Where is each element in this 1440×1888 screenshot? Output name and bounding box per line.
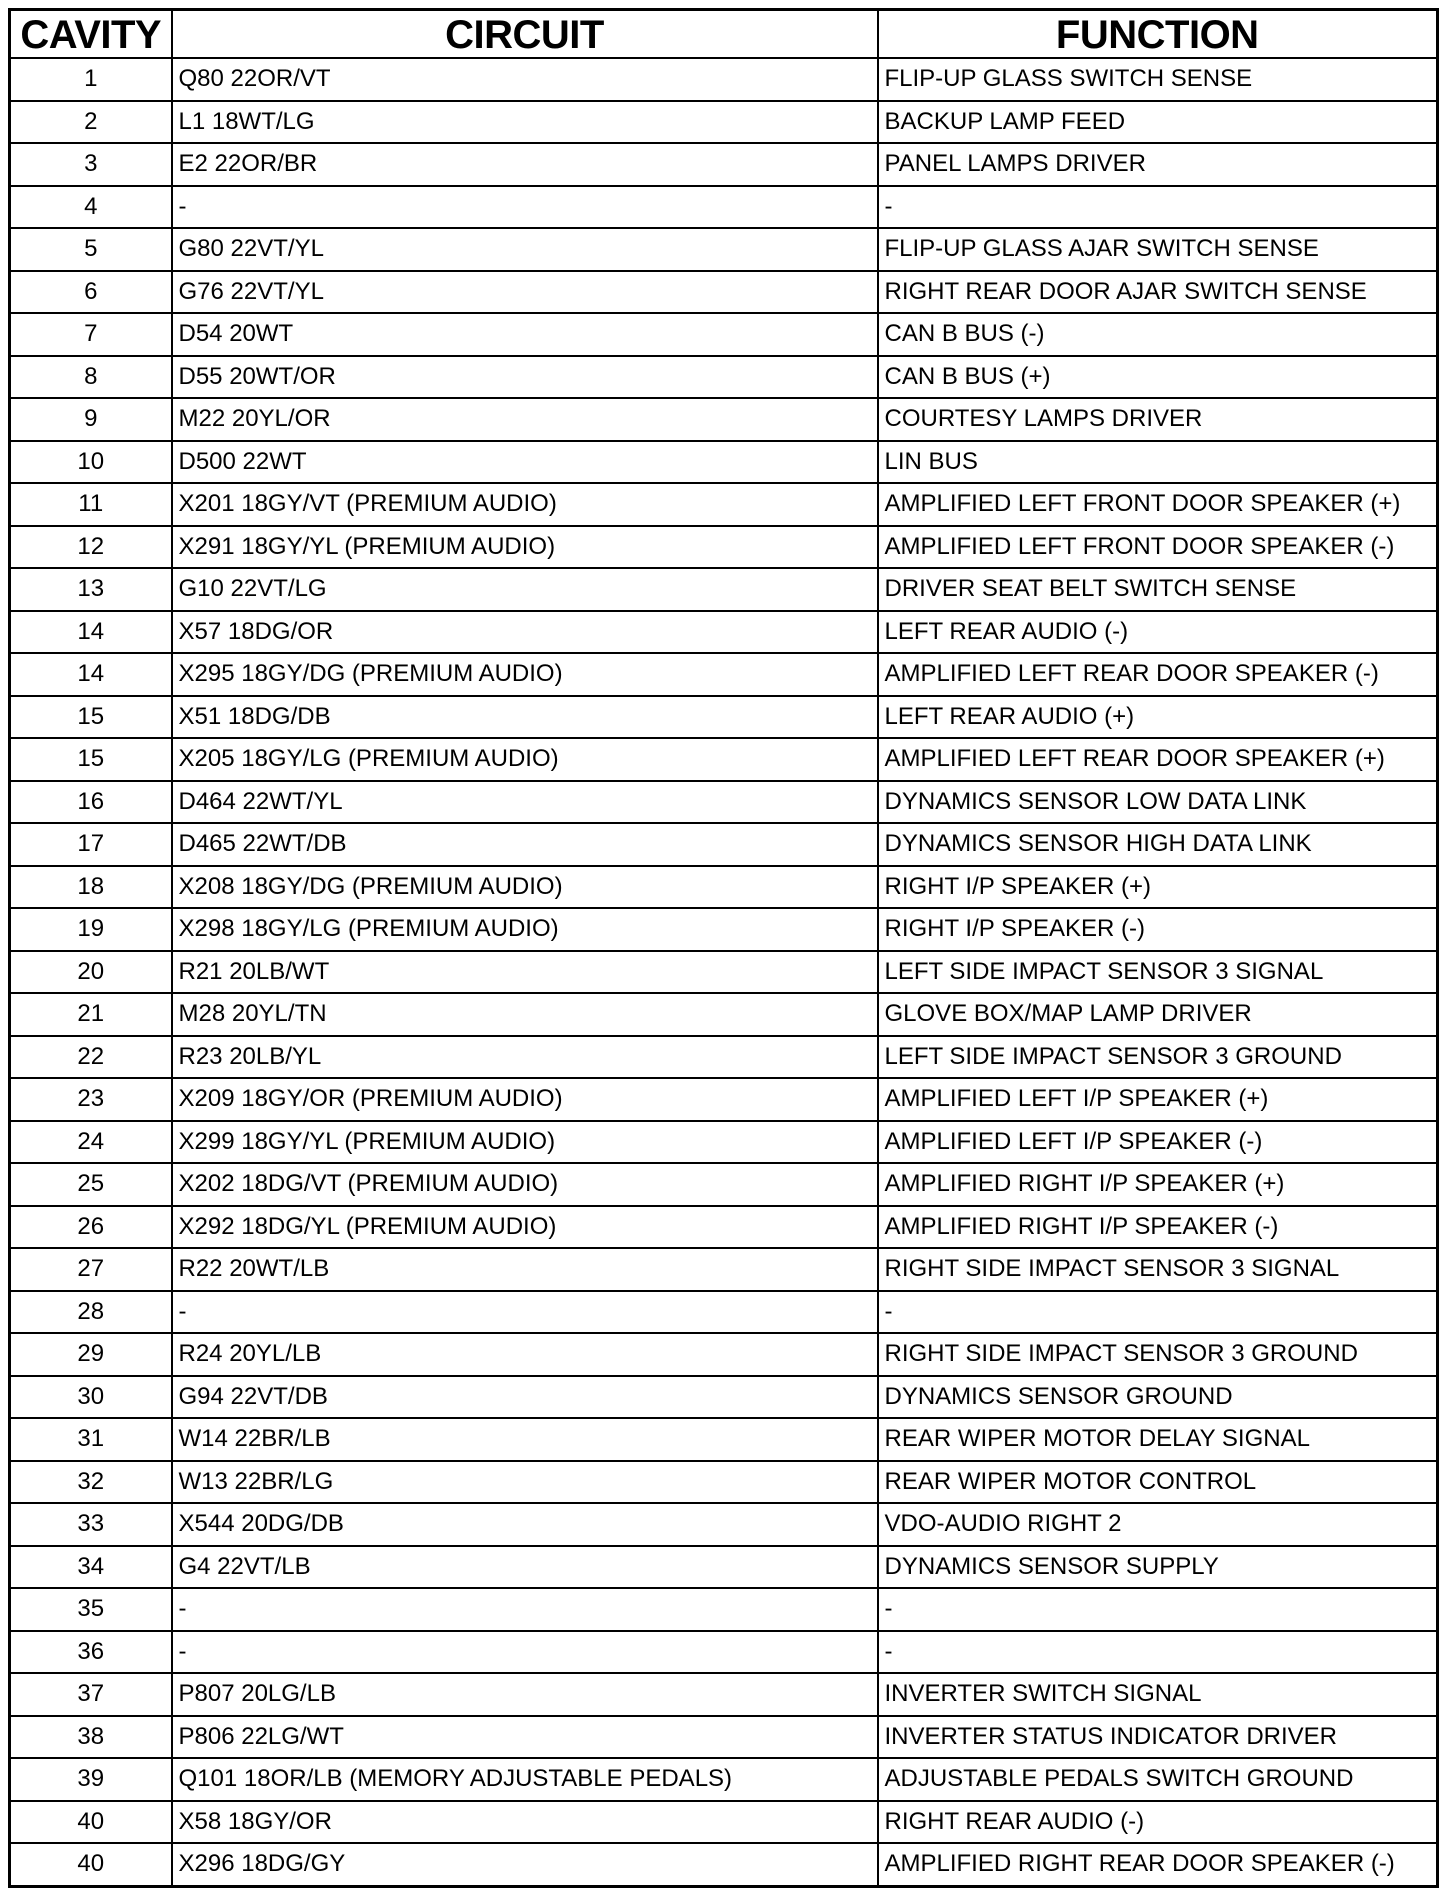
function-cell: FLIP-UP GLASS SWITCH SENSE bbox=[878, 58, 1438, 101]
circuit-cell: X201 18GY/VT (PREMIUM AUDIO) bbox=[172, 483, 878, 526]
function-cell: LEFT SIDE IMPACT SENSOR 3 SIGNAL bbox=[878, 951, 1438, 994]
table-row bbox=[10, 1673, 1438, 1716]
circuit-cell: X299 18GY/YL (PREMIUM AUDIO) bbox=[172, 1121, 878, 1164]
cavity-cell: 39 bbox=[10, 1758, 172, 1801]
circuit-cell: X298 18GY/LG (PREMIUM AUDIO) bbox=[172, 908, 878, 951]
function-cell: AMPLIFIED LEFT FRONT DOOR SPEAKER (-) bbox=[878, 526, 1438, 569]
circuit-cell: G76 22VT/YL bbox=[172, 271, 878, 314]
circuit-cell: D55 20WT/OR bbox=[172, 356, 878, 399]
function-cell: AMPLIFIED LEFT I/P SPEAKER (-) bbox=[878, 1121, 1438, 1164]
cavity-cell: 37 bbox=[10, 1673, 172, 1716]
table-row bbox=[10, 1036, 1438, 1079]
table-header bbox=[10, 10, 1438, 59]
circuit-cell: D500 22WT bbox=[172, 441, 878, 484]
table-row bbox=[10, 1631, 1438, 1674]
table-row bbox=[10, 398, 1438, 441]
cavity-cell: 8 bbox=[10, 356, 172, 399]
table-row bbox=[10, 1588, 1438, 1631]
cavity-cell: 9 bbox=[10, 398, 172, 441]
cavity-cell: 15 bbox=[10, 696, 172, 739]
table-row bbox=[10, 186, 1438, 229]
table-row bbox=[10, 526, 1438, 569]
circuit-cell: D464 22WT/YL bbox=[172, 781, 878, 824]
function-cell: RIGHT REAR AUDIO (-) bbox=[878, 1801, 1438, 1844]
cavity-cell: 26 bbox=[10, 1206, 172, 1249]
circuit-cell: X291 18GY/YL (PREMIUM AUDIO) bbox=[172, 526, 878, 569]
circuit-cell: D54 20WT bbox=[172, 313, 878, 356]
table-row bbox=[10, 1418, 1438, 1461]
circuit-cell: X292 18DG/YL (PREMIUM AUDIO) bbox=[172, 1206, 878, 1249]
function-cell: ADJUSTABLE PEDALS SWITCH GROUND bbox=[878, 1758, 1438, 1801]
table-row bbox=[10, 1758, 1438, 1801]
circuit-cell: E2 22OR/BR bbox=[172, 143, 878, 186]
circuit-cell: Q80 22OR/VT bbox=[172, 58, 878, 101]
table-row bbox=[10, 1716, 1438, 1759]
circuit-cell: X295 18GY/DG (PREMIUM AUDIO) bbox=[172, 653, 878, 696]
cavity-cell: 7 bbox=[10, 313, 172, 356]
function-cell: CAN B BUS (-) bbox=[878, 313, 1438, 356]
cavity-cell: 24 bbox=[10, 1121, 172, 1164]
function-cell: RIGHT I/P SPEAKER (-) bbox=[878, 908, 1438, 951]
cavity-cell: 25 bbox=[10, 1163, 172, 1206]
circuit-cell: P807 20LG/LB bbox=[172, 1673, 878, 1716]
cavity-cell: 34 bbox=[10, 1546, 172, 1589]
circuit-cell: - bbox=[172, 1631, 878, 1674]
table-row bbox=[10, 1503, 1438, 1546]
cavity-cell: 16 bbox=[10, 781, 172, 824]
function-cell: AMPLIFIED RIGHT REAR DOOR SPEAKER (-) bbox=[878, 1843, 1438, 1886]
function-cell: LEFT SIDE IMPACT SENSOR 3 GROUND bbox=[878, 1036, 1438, 1079]
cavity-cell: 15 bbox=[10, 738, 172, 781]
circuit-cell: Q101 18OR/LB (MEMORY ADJUSTABLE PEDALS) bbox=[172, 1758, 878, 1801]
table-row bbox=[10, 908, 1438, 951]
cavity-cell: 3 bbox=[10, 143, 172, 186]
function-cell: GLOVE BOX/MAP LAMP DRIVER bbox=[878, 993, 1438, 1036]
cavity-cell: 21 bbox=[10, 993, 172, 1036]
table-row bbox=[10, 1291, 1438, 1334]
table-row bbox=[10, 781, 1438, 824]
table-row bbox=[10, 101, 1438, 144]
cavity-cell: 27 bbox=[10, 1248, 172, 1291]
cavity-cell: 36 bbox=[10, 1631, 172, 1674]
circuit-cell: X209 18GY/OR (PREMIUM AUDIO) bbox=[172, 1078, 878, 1121]
function-cell: - bbox=[878, 1291, 1438, 1334]
table-row bbox=[10, 1121, 1438, 1164]
cavity-cell: 19 bbox=[10, 908, 172, 951]
function-cell: - bbox=[878, 1588, 1438, 1631]
function-cell: AMPLIFIED LEFT REAR DOOR SPEAKER (-) bbox=[878, 653, 1438, 696]
cavity-cell: 30 bbox=[10, 1376, 172, 1419]
function-cell: DYNAMICS SENSOR GROUND bbox=[878, 1376, 1438, 1419]
cavity-cell: 1 bbox=[10, 58, 172, 101]
cavity-cell: 17 bbox=[10, 823, 172, 866]
cavity-cell: 32 bbox=[10, 1461, 172, 1504]
cavity-cell: 38 bbox=[10, 1716, 172, 1759]
circuit-column-header: CIRCUIT bbox=[172, 10, 878, 59]
table-row bbox=[10, 1546, 1438, 1589]
table-row bbox=[10, 993, 1438, 1036]
table-row bbox=[10, 1461, 1438, 1504]
function-cell: VDO-AUDIO RIGHT 2 bbox=[878, 1503, 1438, 1546]
cavity-cell: 28 bbox=[10, 1291, 172, 1334]
table-row bbox=[10, 1376, 1438, 1419]
table-row bbox=[10, 696, 1438, 739]
circuit-cell: M28 20YL/TN bbox=[172, 993, 878, 1036]
table-row bbox=[10, 1248, 1438, 1291]
function-cell: AMPLIFIED RIGHT I/P SPEAKER (+) bbox=[878, 1163, 1438, 1206]
function-cell: PANEL LAMPS DRIVER bbox=[878, 143, 1438, 186]
function-cell: LIN BUS bbox=[878, 441, 1438, 484]
function-cell: BACKUP LAMP FEED bbox=[878, 101, 1438, 144]
cavity-cell: 13 bbox=[10, 568, 172, 611]
circuit-cell: W14 22BR/LB bbox=[172, 1418, 878, 1461]
connector-pinout-table bbox=[8, 8, 1439, 1888]
function-column-header: FUNCTION bbox=[878, 10, 1438, 59]
table-row bbox=[10, 271, 1438, 314]
circuit-cell: R23 20LB/YL bbox=[172, 1036, 878, 1079]
table-row bbox=[10, 356, 1438, 399]
table-row bbox=[10, 1163, 1438, 1206]
function-cell: REAR WIPER MOTOR DELAY SIGNAL bbox=[878, 1418, 1438, 1461]
function-cell: INVERTER SWITCH SIGNAL bbox=[878, 1673, 1438, 1716]
circuit-cell: G10 22VT/LG bbox=[172, 568, 878, 611]
cavity-cell: 20 bbox=[10, 951, 172, 994]
function-cell: RIGHT SIDE IMPACT SENSOR 3 GROUND bbox=[878, 1333, 1438, 1376]
table-row bbox=[10, 228, 1438, 271]
function-cell: AMPLIFIED LEFT I/P SPEAKER (+) bbox=[878, 1078, 1438, 1121]
function-cell: RIGHT SIDE IMPACT SENSOR 3 SIGNAL bbox=[878, 1248, 1438, 1291]
function-cell: LEFT REAR AUDIO (+) bbox=[878, 696, 1438, 739]
circuit-cell: R21 20LB/WT bbox=[172, 951, 878, 994]
function-cell: FLIP-UP GLASS AJAR SWITCH SENSE bbox=[878, 228, 1438, 271]
circuit-cell: G4 22VT/LB bbox=[172, 1546, 878, 1589]
table-row bbox=[10, 441, 1438, 484]
circuit-cell: X51 18DG/DB bbox=[172, 696, 878, 739]
circuit-cell: - bbox=[172, 186, 878, 229]
cavity-cell: 40 bbox=[10, 1843, 172, 1886]
cavity-cell: 31 bbox=[10, 1418, 172, 1461]
function-cell: RIGHT I/P SPEAKER (+) bbox=[878, 866, 1438, 909]
cavity-cell: 14 bbox=[10, 653, 172, 696]
circuit-cell: R24 20YL/LB bbox=[172, 1333, 878, 1376]
cavity-cell: 35 bbox=[10, 1588, 172, 1631]
connector-pinout-table-container bbox=[8, 8, 1436, 1888]
circuit-cell: - bbox=[172, 1588, 878, 1631]
table-row bbox=[10, 58, 1438, 101]
table-row bbox=[10, 738, 1438, 781]
function-cell: RIGHT REAR DOOR AJAR SWITCH SENSE bbox=[878, 271, 1438, 314]
function-cell: - bbox=[878, 186, 1438, 229]
circuit-cell: L1 18WT/LG bbox=[172, 101, 878, 144]
function-cell: LEFT REAR AUDIO (-) bbox=[878, 611, 1438, 654]
cavity-cell: 12 bbox=[10, 526, 172, 569]
table-row bbox=[10, 653, 1438, 696]
table-row bbox=[10, 866, 1438, 909]
table-row bbox=[10, 568, 1438, 611]
circuit-cell: M22 20YL/OR bbox=[172, 398, 878, 441]
cavity-cell: 11 bbox=[10, 483, 172, 526]
function-cell: DYNAMICS SENSOR SUPPLY bbox=[878, 1546, 1438, 1589]
circuit-cell: X202 18DG/VT (PREMIUM AUDIO) bbox=[172, 1163, 878, 1206]
circuit-cell: - bbox=[172, 1291, 878, 1334]
table-row bbox=[10, 1333, 1438, 1376]
cavity-cell: 4 bbox=[10, 186, 172, 229]
function-cell: CAN B BUS (+) bbox=[878, 356, 1438, 399]
circuit-cell: X205 18GY/LG (PREMIUM AUDIO) bbox=[172, 738, 878, 781]
cavity-cell: 23 bbox=[10, 1078, 172, 1121]
table-row bbox=[10, 823, 1438, 866]
cavity-cell: 10 bbox=[10, 441, 172, 484]
cavity-cell: 22 bbox=[10, 1036, 172, 1079]
cavity-cell: 40 bbox=[10, 1801, 172, 1844]
header-row bbox=[10, 10, 1438, 59]
function-cell: REAR WIPER MOTOR CONTROL bbox=[878, 1461, 1438, 1504]
circuit-cell: X208 18GY/DG (PREMIUM AUDIO) bbox=[172, 866, 878, 909]
function-cell: - bbox=[878, 1631, 1438, 1674]
table-row bbox=[10, 951, 1438, 994]
table-row bbox=[10, 483, 1438, 526]
table-row bbox=[10, 143, 1438, 186]
function-cell: DYNAMICS SENSOR LOW DATA LINK bbox=[878, 781, 1438, 824]
circuit-cell: X544 20DG/DB bbox=[172, 1503, 878, 1546]
function-cell: AMPLIFIED LEFT REAR DOOR SPEAKER (+) bbox=[878, 738, 1438, 781]
cavity-column-header: CAVITY bbox=[10, 10, 172, 59]
circuit-cell: X296 18DG/GY bbox=[172, 1843, 878, 1886]
circuit-cell: G94 22VT/DB bbox=[172, 1376, 878, 1419]
table-row bbox=[10, 1206, 1438, 1249]
cavity-cell: 14 bbox=[10, 611, 172, 654]
circuit-cell: D465 22WT/DB bbox=[172, 823, 878, 866]
table-body bbox=[10, 58, 1438, 1886]
function-cell: DRIVER SEAT BELT SWITCH SENSE bbox=[878, 568, 1438, 611]
circuit-cell: X57 18DG/OR bbox=[172, 611, 878, 654]
table-row bbox=[10, 611, 1438, 654]
circuit-cell: G80 22VT/YL bbox=[172, 228, 878, 271]
circuit-cell: R22 20WT/LB bbox=[172, 1248, 878, 1291]
cavity-cell: 2 bbox=[10, 101, 172, 144]
function-cell: AMPLIFIED LEFT FRONT DOOR SPEAKER (+) bbox=[878, 483, 1438, 526]
cavity-cell: 5 bbox=[10, 228, 172, 271]
cavity-cell: 33 bbox=[10, 1503, 172, 1546]
function-cell: COURTESY LAMPS DRIVER bbox=[878, 398, 1438, 441]
cavity-cell: 18 bbox=[10, 866, 172, 909]
table-row bbox=[10, 1801, 1438, 1844]
function-cell: INVERTER STATUS INDICATOR DRIVER bbox=[878, 1716, 1438, 1759]
table-row bbox=[10, 313, 1438, 356]
function-cell: AMPLIFIED RIGHT I/P SPEAKER (-) bbox=[878, 1206, 1438, 1249]
cavity-cell: 6 bbox=[10, 271, 172, 314]
function-cell: DYNAMICS SENSOR HIGH DATA LINK bbox=[878, 823, 1438, 866]
cavity-cell: 29 bbox=[10, 1333, 172, 1376]
table-row bbox=[10, 1078, 1438, 1121]
circuit-cell: X58 18GY/OR bbox=[172, 1801, 878, 1844]
circuit-cell: W13 22BR/LG bbox=[172, 1461, 878, 1504]
table-row bbox=[10, 1843, 1438, 1886]
circuit-cell: P806 22LG/WT bbox=[172, 1716, 878, 1759]
